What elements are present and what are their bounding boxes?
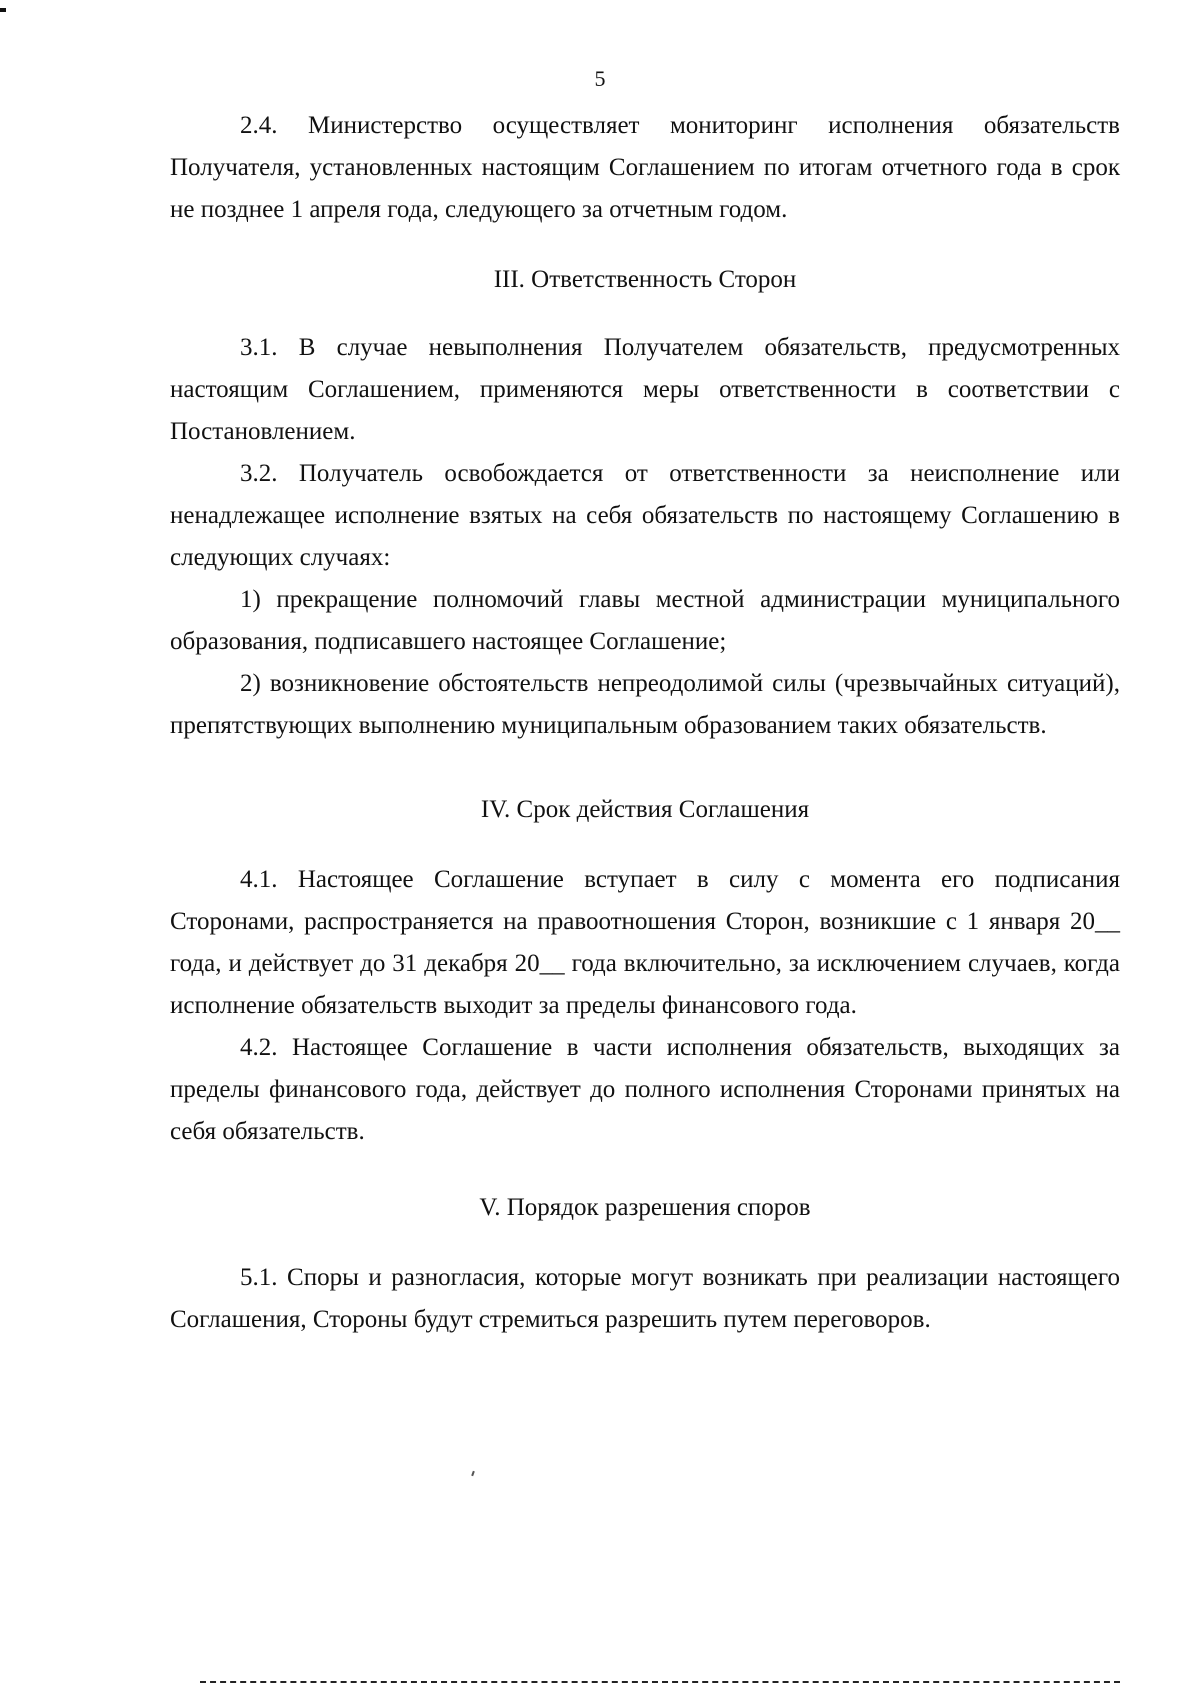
paragraph-3-2: 3.2. Получатель освобождается от ответственности за неисполнение или ненадлежащее исполнение взятых на себя обязательств по настоящему Соглашению в следующих случаях:	[170, 460, 1120, 571]
paragraph-3-2-item-2: 2) возникновение обстоятельств непреодолимой силы (чрезвычайных ситуаций), препятствующих выполнению муниципальным образованием таких обязательств.	[170, 670, 1120, 739]
page-number: 5	[594, 66, 606, 91]
section-5-title: V. Порядок разрешения споров	[479, 1194, 811, 1221]
footer-dashed-line	[200, 1681, 1120, 1683]
document-body	[170, 105, 1120, 1341]
paragraph-4-2: 4.2. Настоящее Соглашение в части исполнения обязательств, выходящих за пределы финансового года, действует до полного исполнения Сторонами принятых на себя обязательств.	[170, 1034, 1120, 1145]
paragraph-2-4: 2.4. Министерство осуществляет мониторинг исполнения обязательств Получателя, установленных настоящим Соглашением по итогам отчетного года в срок не позднее 1 апреля года, следующего за отчетным годом.	[170, 112, 1120, 223]
section-3-title: III. Ответственность Сторон	[493, 266, 797, 293]
scan-speck	[471, 1471, 475, 1476]
scan-corner-mark	[0, 8, 6, 12]
paragraph-5-1: 5.1. Споры и разногласия, которые могут возникать при реализации настоящего Соглашения, Стороны будут стремиться разрешить путем переговоров.	[170, 1264, 1120, 1333]
paragraph-3-1: 3.1. В случае невыполнения Получателем обязательств, предусмотренных настоящим Соглашением, применяются меры ответственности в соответствии с Постановлением.	[170, 334, 1120, 445]
paragraph-4-1: 4.1. Настоящее Соглашение вступает в силу с момента его подписания Сторонами, распространяется на правоотношения Сторон, возникшие с 1 января 20__ года, и действует до 31 декабря 20__ года включительно, за исключением случаев, когда исполнение обязательств выходит за пределы финансового года.	[170, 866, 1120, 1019]
paragraph-3-2-item-1: 1) прекращение полномочий главы местной администрации муниципального образования, подписавшего настоящее Соглашение;	[170, 586, 1120, 655]
section-4-title: IV. Срок действия Соглашения	[480, 796, 810, 823]
